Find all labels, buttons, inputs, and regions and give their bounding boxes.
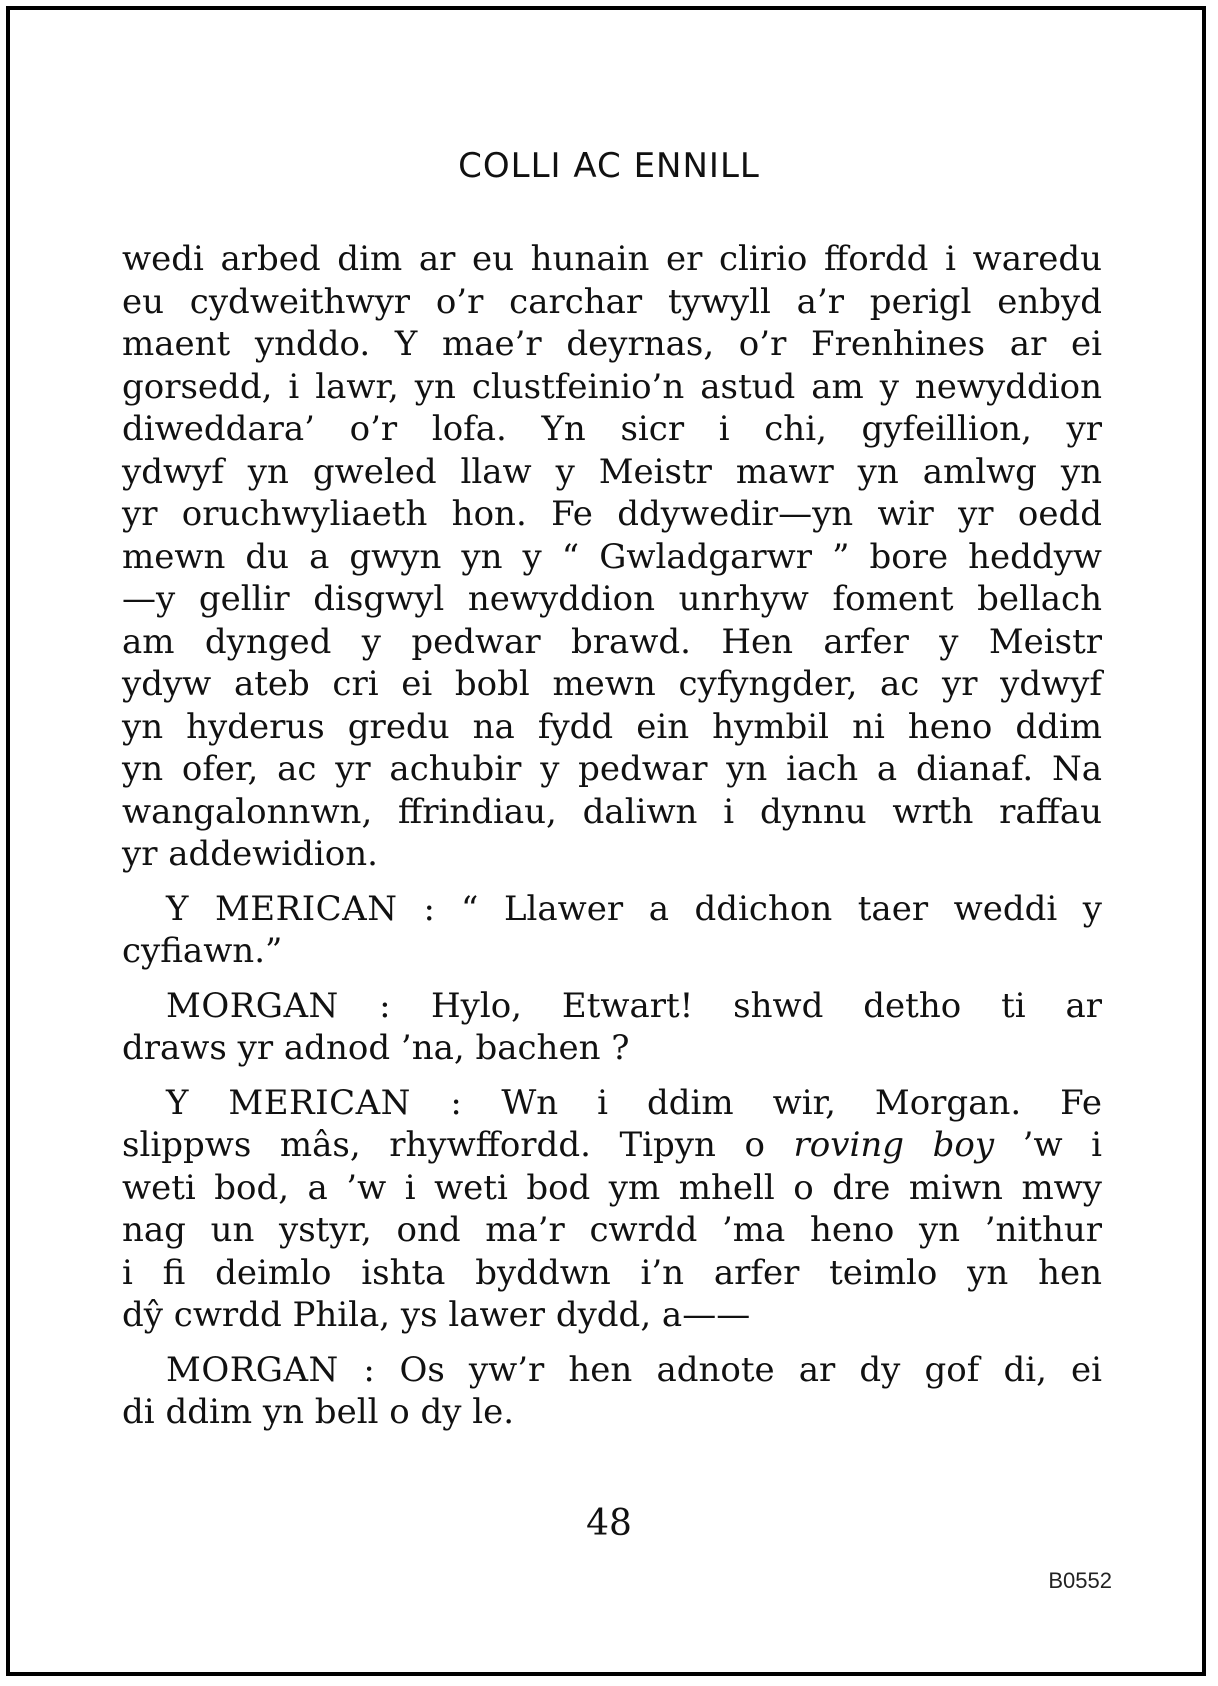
text-line: maent ynddo. Y mae’r deyrnas, o’r Frenhines ar ei bbox=[122, 324, 1102, 364]
dialogue-text: “ Llawer a ddichon taer weddi y bbox=[435, 888, 1103, 929]
dialogue-merican-2 bbox=[122, 1082, 1102, 1337]
text-line: nag un ystyr, ond ma’r cwrdd ’ma heno yn ’nithur bbox=[122, 1210, 1102, 1250]
dialogue-line bbox=[122, 888, 1102, 931]
italic-phrase: roving boy bbox=[793, 1125, 995, 1165]
body-text bbox=[122, 238, 1102, 1434]
speaker-name: Y MERICAN : bbox=[166, 888, 436, 929]
text-line: wedi arbed dim ar eu hunain er clirio ffordd i waredu bbox=[122, 239, 1102, 279]
text-line: ydyw ateb cri ei bobl mewn cyfyngder, ac yr ydwyf bbox=[122, 664, 1102, 704]
text-line: mewn du a gwyn yn y “ Gwladgarwr ” bore heddyw bbox=[122, 536, 1102, 577]
text-line: —y gellir disgwyl newyddion unrhyw foment bellach bbox=[122, 579, 1102, 619]
speaker-name: Y MERICAN : bbox=[166, 1082, 463, 1123]
speaker-name: MORGAN : bbox=[166, 1349, 376, 1390]
text-line: diweddara’ o’r lofa. Yn sicr i chi, gyfeillion, yr bbox=[122, 409, 1102, 449]
dialogue-line bbox=[122, 1082, 1102, 1125]
text-line: yn ofer, ac yr achubir y pedwar yn iach a dianaf. Na bbox=[122, 749, 1102, 789]
text-line: am dynged y pedwar brawd. Hen arfer y Meistr bbox=[122, 621, 1102, 662]
dialogue-text: Wn i ddim wir, Morgan. Fe bbox=[501, 1082, 1102, 1123]
dialogue-line bbox=[122, 985, 1102, 1028]
dialogue-morgan-1 bbox=[122, 985, 1102, 1070]
dialogue-line bbox=[122, 1349, 1102, 1392]
dialogue-text: Hylo, Etwart! shwd detho ti ar bbox=[430, 985, 1103, 1026]
text-line-with-italic: slippws mâs, rhywffordd. Tipyn o roving boy ’w i bbox=[122, 1125, 1103, 1165]
text-line: ydwyf yn gweled llaw y Meistr mawr yn amlwg yn bbox=[122, 451, 1102, 492]
text-line: yn hyderus gredu na fydd ein hymbil ni heno ddim bbox=[122, 706, 1102, 747]
catalog-code: B0552 bbox=[1048, 1568, 1112, 1593]
text-line: cyfiawn.” bbox=[122, 931, 283, 971]
text-line: i fi deimlo ishta byddwn i’n arfer teimlo yn hen bbox=[122, 1252, 1102, 1293]
text-line: draws yr adnod ’na, bachen ? bbox=[122, 1028, 630, 1068]
text-line: gorsedd, i lawr, yn clustfeinio’n astud am y newyddion bbox=[122, 366, 1102, 407]
text-line: di ddim yn bell o dy le. bbox=[122, 1392, 515, 1432]
dialogue-merican-1 bbox=[122, 888, 1102, 973]
running-head: COLLI AC ENNILL bbox=[458, 146, 760, 186]
page-number: 48 bbox=[586, 1503, 632, 1544]
text-line: yr oruchwyliaeth hon. Fe ddywedir—yn wir yr oedd bbox=[122, 494, 1102, 534]
text-line: yr addewidion. bbox=[122, 834, 378, 874]
text-line: weti bod, a ’w i weti bod ym mhell o dre miwn mwy bbox=[122, 1167, 1102, 1208]
paragraph-narrative bbox=[122, 238, 1102, 876]
dialogue-morgan-2 bbox=[122, 1349, 1102, 1434]
text-line: eu cydweithwyr o’r carchar tywyll a’r perigl enbyd bbox=[122, 281, 1102, 322]
text-line: wangalonnwn, ffrindiau, daliwn i dynnu wrth raffau bbox=[122, 791, 1102, 832]
speaker-name: MORGAN : bbox=[166, 985, 392, 1026]
text-line: dŷ cwrdd Phila, ys lawer dydd, a—— bbox=[122, 1295, 751, 1335]
dialogue-text: Os yw’r hen adnote ar dy gof di, ei bbox=[399, 1349, 1103, 1390]
